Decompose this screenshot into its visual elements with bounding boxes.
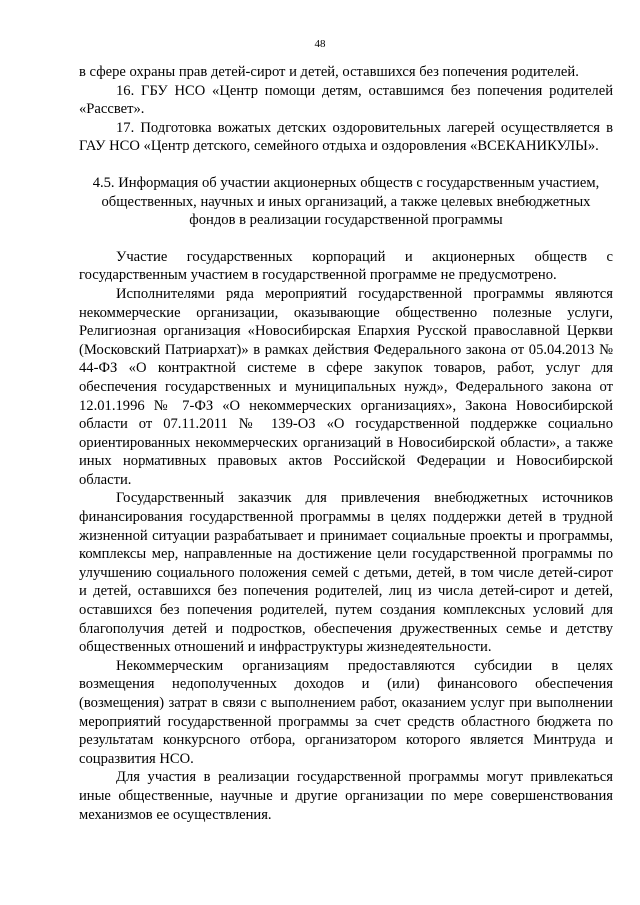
list-item-16: 16. ГБУ НСО «Центр помощи детям, оставшимся без попечения родителей «Рассвет». bbox=[79, 82, 613, 118]
paragraph-executors: Исполнителями ряда мероприятий государственной программы являются некоммерческие организации, оказывающие общественно полезные услуги, Религиозная организация «Новосибирская Епархия Русской православной Церкви (Московский Патриархат)» в рамках действия Федерального закона от 05.04.2013 № 44-ФЗ «О контрактной системе в сфере закупок товаров, работ, услуг для обеспечения государственных и муниципальных нужд», Федерального закона от 12.01.1996 № 7-ФЗ «О некоммерческих организациях», Закона Новосибирской области от 07.11.2011 № 139-ОЗ «О государственной поддержке социально ориентированных некоммерческих организаций в Новосибирской области», а также иных нормативных правовых актов Российской Федерации и Новосибирской области. bbox=[79, 285, 613, 488]
paragraph-continuation: в сфере охраны прав детей-сирот и детей, оставшихся без попечения родителей. bbox=[79, 64, 579, 80]
paragraph-subsidies: Некоммерческим организациям предоставляются субсидии в целях возмещения недополученных доходов и (или) финансового обеспечения (возмещения) затрат в связи с выполнением работ, оказанием услуг при выполнении мероприятий государственной программы за счет средств областного бюджета по результатам конкурсного отбора, организатором которого является Минтруда и соцразвития НСО. bbox=[79, 657, 613, 767]
paragraph-state-customer: Государственный заказчик для привлечения внебюджетных источников финансирования государственной программы в целях поддержки детей в трудной жизненной ситуации разрабатывает и принимает социальные проекты и программы, комплексы мер, направленные на достижение цели государственной программы по улучшению социального положения семей с детьми, детей, в том числе детей-сирот и детей, оставшихся без попечения родителей, лиц из числа детей-сирот и детей, оставшихся без попечения родителей, путем создания комплексных условий для благополучия детей и подростков, обеспечения дружественных семье и детству общественных отношений и инфраструктуры жизнедеятельности. bbox=[79, 490, 613, 656]
paragraph-participation: Для участия в реализации государственной программы могут привлекаться иные общественные, научные и другие организации по мере совершенствования механизмов ее осуществления. bbox=[79, 769, 613, 823]
list-item-17: 17. Подготовка вожатых детских оздоровительных лагерей осуществляется в ГАУ НСО «Центр детского, семейного отдыха и оздоровления «ВСЕКАНИКУЛЫ». bbox=[79, 119, 613, 155]
page-number: 48 bbox=[314, 38, 326, 50]
section-heading: 4.5. Информация об участии акционерных обществ с государственным участием, общественных, научных и иных организаций, а также целевых внебюджетных фондов в реализации государственной программы bbox=[92, 174, 600, 229]
paragraph-state-corporations: Участие государственных корпораций и акционерных обществ с государственным участием в государственной программе не предусмотрено. bbox=[79, 248, 613, 284]
document-body bbox=[79, 63, 613, 824]
